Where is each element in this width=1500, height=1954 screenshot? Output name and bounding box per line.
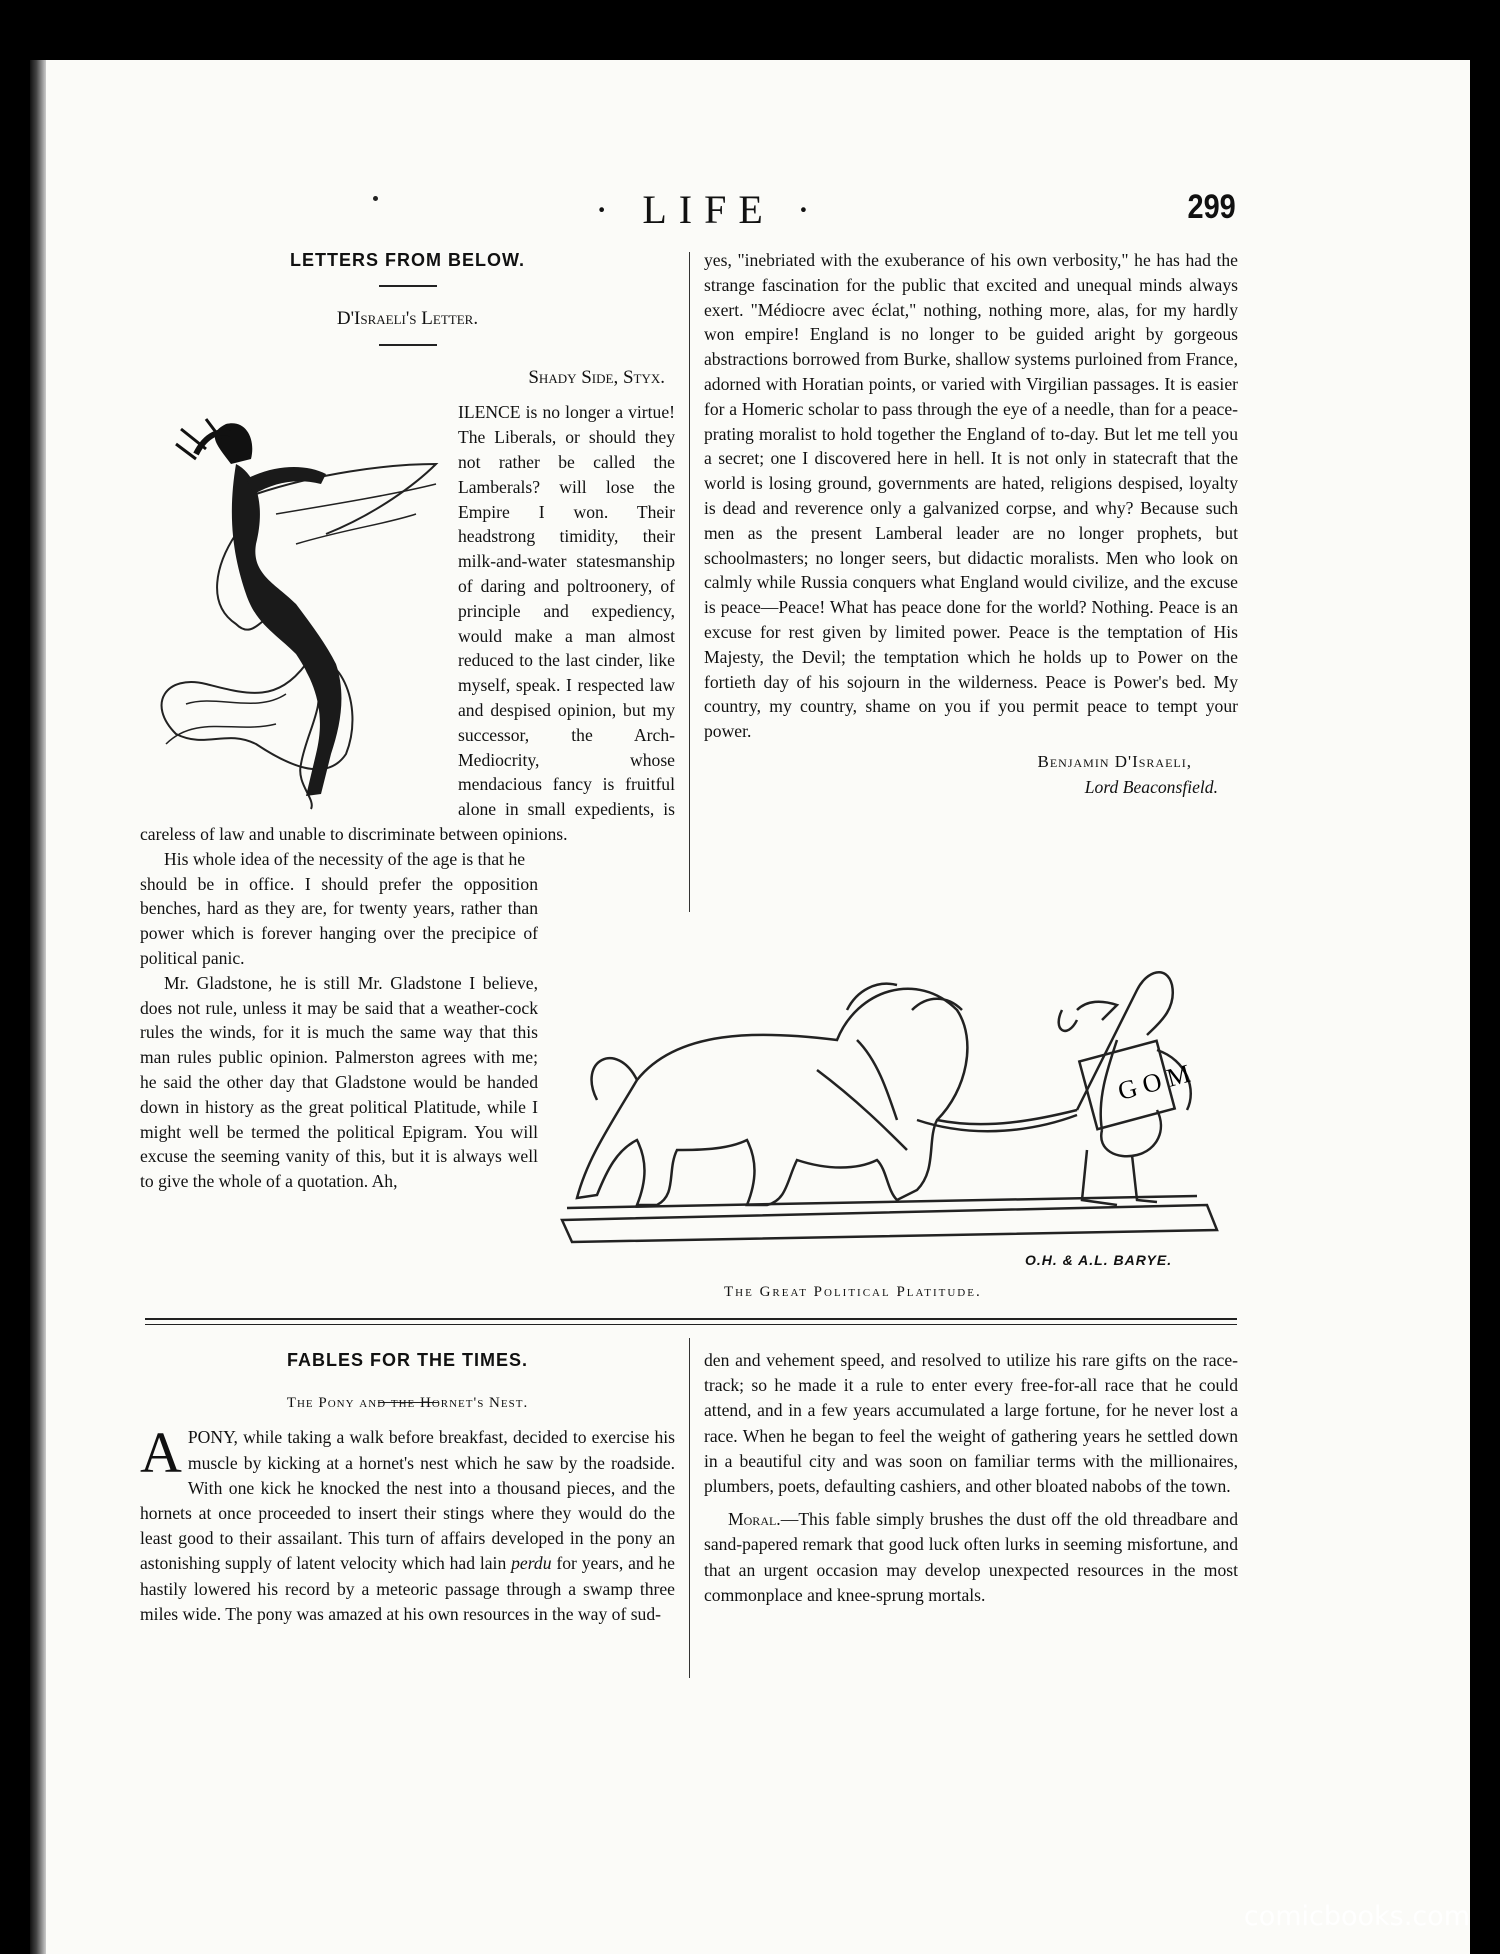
signature-title: Lord Beaconsfield.	[1084, 776, 1218, 797]
column-divider-top	[689, 252, 690, 912]
fable-italic-word: perdu	[511, 1553, 552, 1574]
fable-column-left	[140, 1348, 675, 1627]
moral-text: —This fable simply brushes the dust off the old threadbare and sand-papered remark that good luck often lurks in seeming misfortune, and that an urgent occasion may develop unexpected resources in the most commonplace and knee-sprung mortals.	[704, 1509, 1238, 1605]
fable-paragraph-2: den and vehement speed, and resolved to utilize his rare gifts on the race-track; so he made it a rule to enter every free-for-all race that he could attend, and in a few years accumulated a large fortune, for he never lost a race. When he began to feel the weight of gathering years he settled down in a beautiful city and was soon on familiar terms with the millionaires, plumbers, poets, defaulting cashiers, and other bloated nabobs of the town.	[704, 1350, 1238, 1497]
site-watermark: comicbooks.com	[1243, 1901, 1470, 1932]
letter-subheading: D'Israeli's Letter.	[336, 307, 479, 329]
fable-paragraph-1-end: for years, and he hastily lowered his record by a meteoric passage through a swamp three miles wide. The pony was amazed at his own resources in the way of sud-	[140, 1553, 675, 1624]
fable-heading: FABLES FOR THE TIMES.	[286, 1350, 528, 1370]
letter-dateline: Shady Side, Styx.	[528, 366, 665, 388]
cartoon-artist-credit: O.H. & A.L. BARYE.	[1025, 1252, 1173, 1268]
signature-name: Benjamin D'Israeli,	[1037, 751, 1192, 771]
dancing-devil-illustration	[136, 404, 452, 814]
book-label: G O M	[1114, 1058, 1194, 1106]
page-number: 299	[1187, 188, 1236, 226]
lion-and-girl-cartoon	[557, 950, 1247, 1260]
cartoon-caption: The Great Political Platitude.	[724, 1284, 982, 1300]
subheading-rule	[379, 344, 437, 346]
letter-paragraph-2-narrow: should be in office. I should prefer the opposition benches, hard as they are, for twenty years, rather than power which is forever hanging over the precipice of political panic.	[140, 873, 538, 968]
fable-subheading: The Pony and the Hornet's Nest.	[286, 1395, 529, 1412]
letter-column-right	[704, 248, 1238, 800]
letter-paragraph-1: ILENCE is no longer a virtue! The Liberals, or should they not rather be called the Lamberals? will lose the Empire I won. Their headstrong timidity, their milk-and-water statesmanship of daring and poltroonery, of principle and expediency, would make a man almost reduced to the last cinder, like myself, speak. I respected law and despised opinion, but my successor, the Arch-Mediocrity, whose mendacious fancy is fruitful alone in small expedients, is careless of law and unable to discriminate between opinions.	[140, 402, 675, 844]
magazine-title: · LIFE ·	[595, 187, 823, 232]
page-spine-shadow	[30, 60, 46, 1954]
moral-label: Moral.	[728, 1509, 781, 1530]
section-rule-top	[145, 1318, 1237, 1320]
page-header	[500, 186, 1260, 236]
letter-paragraph-3: Mr. Gladstone, he is still Mr. Gladstone I believe, does not rule, unless it may be said that a weather-cock rules the winds, for it is much the same way that this man rules public opinion. Palmerston agrees with me; he said the other day that Gladstone would be handed down in history as the great political Platitude, while I might well be termed the political Epigram. You will excuse the seeming vanity of this, but it is always well to give the whole of a quotation. Ah,	[140, 972, 538, 1192]
header-dot	[373, 196, 378, 201]
drop-cap: A	[140, 1420, 182, 1486]
fable-paragraph-1: PONY, while taking a walk before breakfast, decided to exercise his muscle by kicking at a hornet's nest which he saw by the roadside. With one kick he knocked the nest into a thousand pieces, and the hornets at once proceeded to insert their stings where they would do the least good to their assailant. This turn of affairs developed in the pony an astonishing supply of latent velocity which had lain	[140, 1427, 675, 1574]
letter-paragraph-4: yes, "inebriated with the exuberance of his own verbosity," he has had the strange fascination for the public that excited and unequal minds always exert. "Médiocre avec éclat," nothing, nothing more, alas, for my hardly won empire! England is no longer to be guided aright by gorgeous abstractions borrowed from Burke, shallow systems purloined from France, adorned with Horatian points, or varied with Virgilian passages. It is easier for a Homeric scholar to pass through the eye of a needle, than for a peace-prating moralist to hold together the England of to-day. But let me tell you a secret; one I discovered here in hell. It is not only in statecraft that the world is losing ground, governments are hated, religions despised, loyalty is dead and reverence only a galvanized corpse, and why? Because such men as the present Lamberal leader are no longer prophets, but schoolmasters; no longer seers, but didactic moralists. Men who look on calmly while Russia conquers what England would civilize, and the excuse is peace—Peace! What has peace done for the world? Nothing. Peace is an excuse for rest given by limited power. Peace is the temptation of His Majesty, the Devil; the temptation which he holds up to Power on the fortieth day of his sojourn in the wilderness. Peace is Power's bed. My country, my country, shame on you if you permit peace to tempt your power.	[704, 250, 1238, 742]
letter-heading: LETTERS FROM BELOW.	[290, 250, 525, 270]
heading-rule	[379, 285, 437, 287]
letter-paragraph-2-wide: His whole idea of the necessity of the age is that he	[164, 848, 526, 869]
column-divider-bottom	[689, 1338, 690, 1678]
section-rule-bottom	[145, 1324, 1237, 1325]
fable-column-right	[704, 1348, 1238, 1608]
